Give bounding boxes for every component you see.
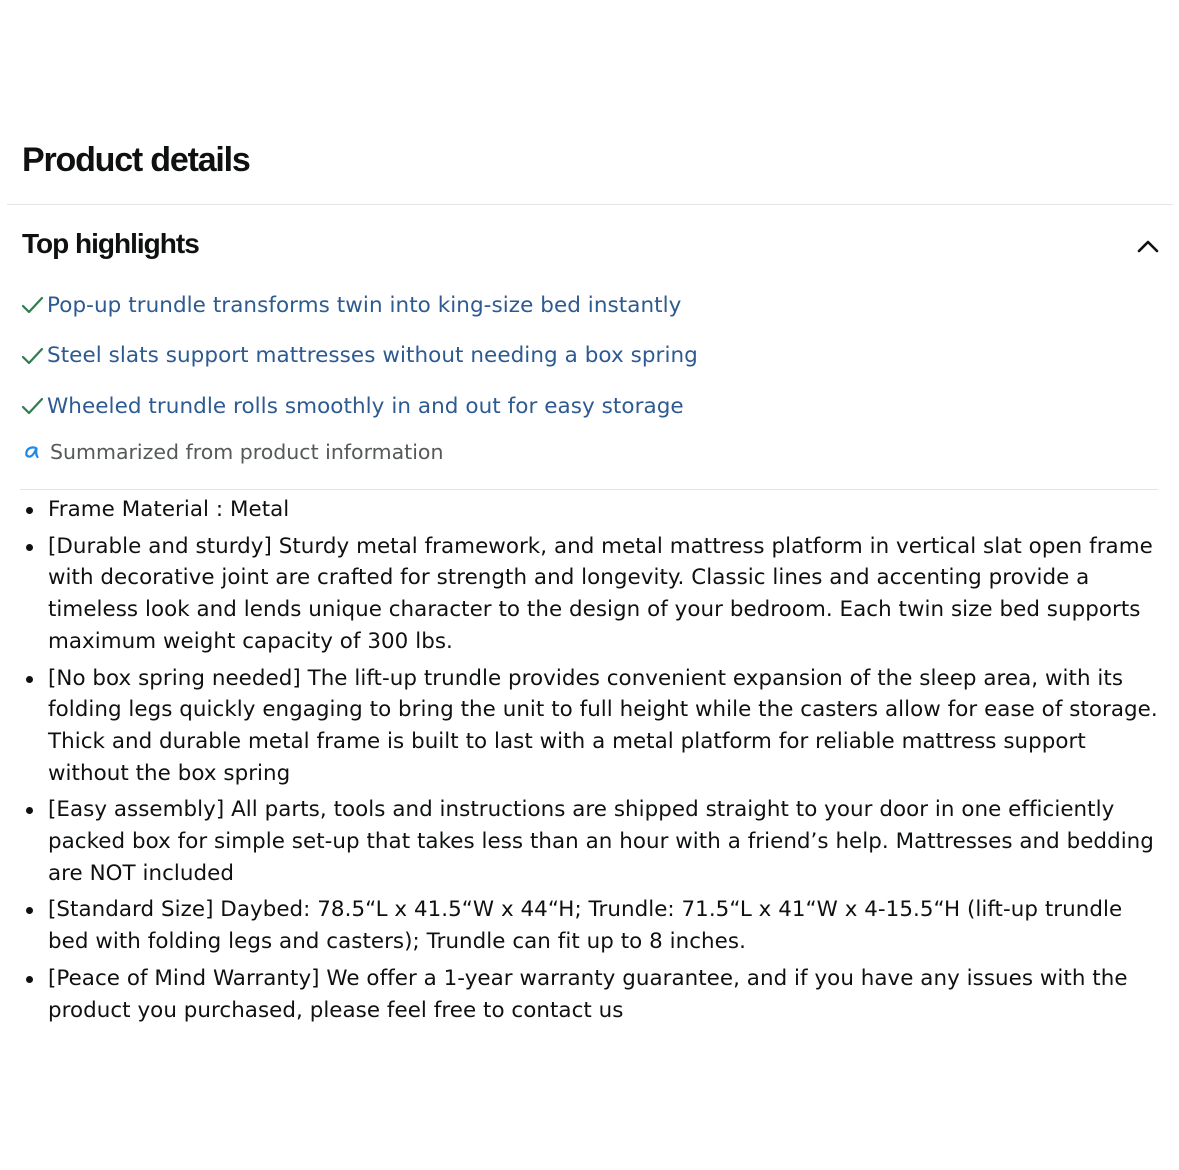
highlight-text: Pop-up trundle transforms twin into king-size bed instantly	[47, 292, 682, 318]
checkmark-icon	[20, 293, 44, 317]
summary-note-text: Summarized from product information	[50, 440, 444, 464]
highlight-text: Wheeled trundle rolls smoothly in and out for easy storage	[47, 393, 684, 419]
chevron-up-icon[interactable]	[1130, 228, 1166, 264]
bullet-dot	[26, 907, 33, 914]
bullet-dot	[26, 676, 33, 683]
bullet-dot	[26, 976, 33, 983]
highlight-item	[20, 381, 698, 432]
highlight-item	[20, 280, 698, 331]
bullet-dot	[26, 807, 33, 814]
top-highlights-title: Top highlights	[22, 228, 199, 259]
detail-bullet-text: [Durable and sturdy] Sturdy metal framework, and metal mattress platform in vertical slat open frame with decorative joint are crafted for strength and longevity. Classic lines and accenting provide a timeless look and lends unique character to the design of your bedroom. Each twin size bed supports maximum weight capacity of 300 lbs.	[48, 533, 1153, 654]
detail-bullet-text: [Standard Size] Daybed: 78.5“L x 41.5“W x 44“H; Trundle: 71.5“L x 41“W x 4-15.5“H (lift-up trundle bed with folding legs and casters); Trundle can fit up to 8 inches.	[48, 897, 1123, 955]
detail-bullet-text: [Easy assembly] All parts, tools and instructions are shipped straight to your door in one efficiently packed box for simple set-up that takes less than an hour with a friend’s help. Mattresses and bedding are NOT included	[48, 797, 1154, 886]
product-details-list	[22, 494, 1162, 1031]
bullet-dot	[26, 507, 33, 514]
ai-sparkle-icon	[22, 442, 42, 462]
detail-bullet	[22, 894, 1162, 957]
section-divider	[7, 204, 1173, 205]
highlights-divider	[20, 489, 1158, 490]
checkmark-icon	[20, 394, 44, 418]
summary-note	[22, 440, 443, 464]
top-highlights-header[interactable]	[0, 220, 1179, 276]
detail-bullet	[22, 494, 1162, 526]
detail-bullet	[22, 531, 1162, 658]
bullet-dot	[26, 544, 33, 551]
checkmark-icon	[20, 344, 44, 368]
detail-bullet-text: [Peace of Mind Warranty] We offer a 1-year warranty guarantee, and if you have any issues with the product you purchased, please feel free to contact us	[48, 965, 1128, 1023]
detail-bullet	[22, 794, 1162, 889]
highlight-text: Steel slats support mattresses without needing a box spring	[47, 343, 698, 369]
highlight-item	[20, 331, 698, 382]
top-highlights-list	[20, 290, 698, 442]
detail-bullet	[22, 963, 1162, 1026]
detail-bullet	[22, 663, 1162, 790]
page-title: Product details	[22, 141, 250, 179]
detail-bullet-text: Frame Material : Metal	[48, 497, 290, 522]
detail-bullet-text: [No box spring needed] The lift-up trundle provides convenient expansion of the sleep area, with its folding legs quickly engaging to bring the unit to full height while the casters allow for ease of storage. Thick and durable metal frame is built to last with a metal platform for reliable mattress support without the box spring	[48, 665, 1158, 786]
